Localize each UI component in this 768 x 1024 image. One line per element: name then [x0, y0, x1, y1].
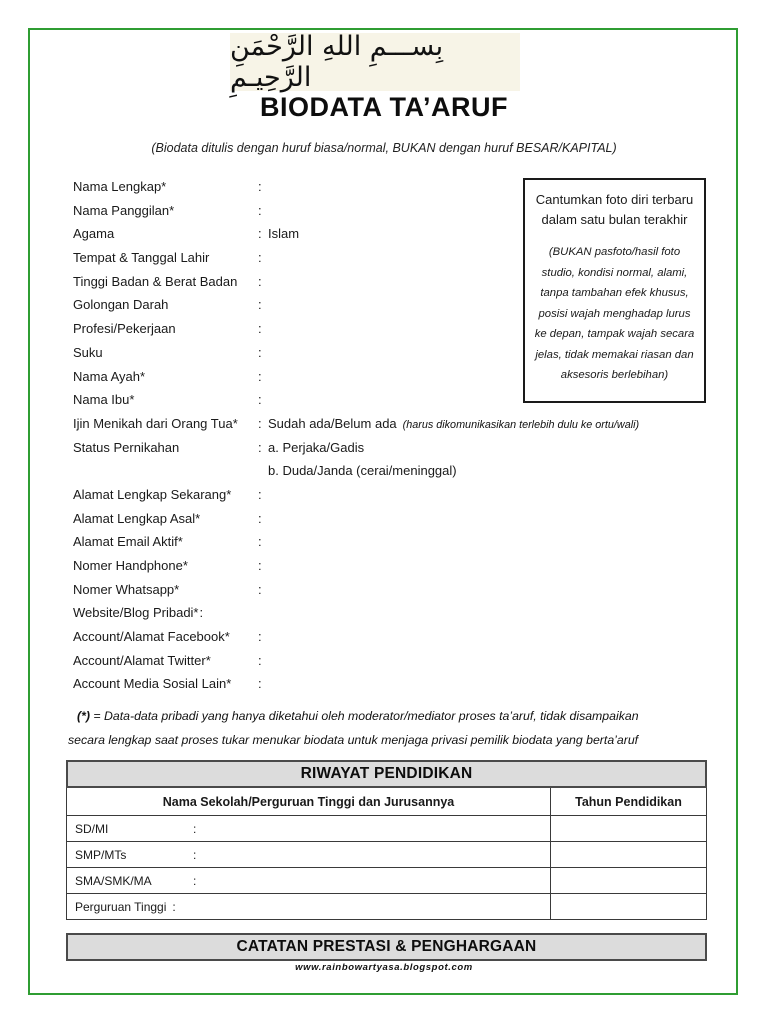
field-label: Account/Alamat Facebook* — [73, 629, 230, 645]
field-label: Golongan Darah — [73, 297, 169, 313]
achievements-section-header: CATATAN PRESTASI & PENGHARGAAN — [66, 933, 707, 961]
field-row — [73, 558, 728, 582]
field-row — [73, 629, 728, 653]
field-colon: : — [258, 202, 262, 218]
field-label: Suku — [73, 344, 103, 360]
bismillah-text: بِســـمِ اللهِ الرَّحْمَنِ الرَّحِيـمِ — [230, 31, 444, 93]
education-colon: : — [172, 899, 176, 914]
field-row — [73, 653, 728, 677]
field-colon: : — [258, 534, 262, 550]
field-value: Islam — [268, 226, 300, 242]
field-colon: : — [258, 297, 262, 313]
education-level-label: Perguruan Tinggi — [75, 899, 167, 914]
field-row — [73, 487, 728, 511]
education-table — [66, 788, 707, 920]
field-row — [73, 534, 728, 558]
field-colon: : — [199, 605, 204, 621]
education-year-cell — [551, 894, 706, 919]
field-value: Sudah ada/Belum ada — [268, 415, 397, 431]
education-year-cell — [551, 842, 706, 867]
field-label: Alamat Email Aktif* — [73, 534, 183, 550]
field-colon: : — [258, 226, 262, 242]
field-row — [73, 676, 728, 700]
photo-box-heading: Cantumkan foto diri terbaru dalam satu bulan terakhir — [535, 192, 694, 227]
field-row — [73, 511, 728, 535]
education-row — [67, 893, 706, 919]
field-label: Alamat Lengkap Sekarang* — [73, 486, 232, 502]
field-colon: : — [258, 392, 262, 408]
field-label: Account Media Sosial Lain* — [73, 676, 232, 692]
page-title: BIODATA TA’ARUF — [260, 92, 508, 122]
field-colon: : — [258, 415, 262, 431]
education-level-label: SD/MI — [75, 821, 109, 836]
field-label: Nama Lengkap* — [73, 179, 167, 194]
field-note: (harus dikomunikasikan terlebih dulu ke ortu/wali) — [402, 418, 640, 431]
education-year-cell — [551, 816, 706, 841]
field-colon: : — [258, 439, 262, 455]
education-year-cell — [551, 868, 706, 893]
education-colon: : — [193, 847, 197, 862]
page-subtitle: (Biodata ditulis dengan huruf biasa/normal, BUKAN dengan huruf BESAR/KAPITAL) — [151, 141, 617, 155]
field-colon: : — [258, 581, 262, 597]
footnote-line1: = Data-data pribadi yang hanya diketahui oleh moderator/mediator proses ta’aruf, tidak disampaikan — [89, 709, 639, 723]
privacy-footnote — [68, 705, 716, 753]
bismillah-calligraphy — [230, 33, 520, 91]
education-row — [67, 815, 706, 841]
education-colon: : — [193, 821, 197, 836]
field-label: Nama Panggilan* — [73, 202, 175, 218]
footnote-marker: (*) — [77, 709, 90, 723]
field-value: a. Perjaka/Gadis — [268, 439, 365, 455]
field-label: Nomer Whatsapp* — [73, 581, 180, 597]
field-colon: : — [258, 179, 262, 194]
photo-box-note: (BUKAN pasfoto/hasil foto studio, kondisi normal, alami, tanpa tambahan efek khusus, posisi wajah menghadap lurus ke depan, tampak wajah secara jelas, tidak memakai riasan dan aksesoris berlebihan) — [534, 246, 695, 382]
field-colon: : — [258, 510, 262, 526]
field-colon: : — [258, 368, 262, 384]
field-colon: : — [258, 558, 262, 573]
field-label: Nomer Handphone* — [73, 558, 188, 573]
education-section-header: RIWAYAT PENDIDIKAN — [66, 760, 707, 788]
field-label: Ijin Menikah dari Orang Tua* — [73, 415, 238, 431]
photo-instruction-box — [523, 178, 706, 403]
education-table-header-row — [67, 788, 706, 815]
field-colon: : — [258, 652, 262, 668]
field-colon: : — [258, 250, 262, 266]
field-row — [73, 440, 728, 464]
field-row — [73, 582, 728, 606]
education-level-label: SMA/SMK/MA — [75, 873, 152, 888]
education-column-year: Tahun Pendidikan — [575, 794, 682, 809]
field-colon: : — [258, 273, 262, 289]
field-colon: : — [258, 321, 262, 337]
education-column-school: Nama Sekolah/Perguruan Tinggi dan Jurusannya — [67, 788, 551, 815]
field-label: Profesi/Pekerjaan — [73, 321, 176, 337]
education-row — [67, 841, 706, 867]
field-label: Nama Ayah* — [73, 368, 146, 384]
field-label: Account/Alamat Twitter* — [73, 652, 211, 668]
footnote-line2: secara lengkap saat proses tukar menukar biodata untuk menjaga privasi pemilik biodata yang berta’aruf — [68, 732, 639, 747]
field-label: Nama Ibu* — [73, 392, 135, 408]
field-colon: : — [258, 629, 262, 645]
field-value: b. Duda/Janda (cerai/meninggal) — [268, 463, 457, 479]
field-row — [73, 605, 728, 629]
education-section — [66, 760, 707, 920]
field-label: Agama — [73, 226, 115, 242]
field-colon: : — [258, 344, 262, 360]
field-row — [73, 416, 728, 440]
field-label: Tempat & Tanggal Lahir — [73, 250, 210, 266]
website-url: www.rainbowartyasa.blogspot.com — [295, 962, 473, 973]
field-colon: : — [258, 486, 262, 502]
field-label: Alamat Lengkap Asal* — [73, 510, 201, 526]
education-level-label: SMP/MTs — [75, 847, 127, 862]
education-row — [67, 867, 706, 893]
field-row — [73, 463, 728, 487]
field-label: Website/Blog Pribadi* — [73, 605, 199, 621]
field-label: Tinggi Badan & Berat Badan — [73, 273, 238, 289]
education-colon: : — [193, 873, 197, 888]
field-label: Status Pernikahan — [73, 439, 180, 455]
field-colon: : — [258, 676, 262, 692]
